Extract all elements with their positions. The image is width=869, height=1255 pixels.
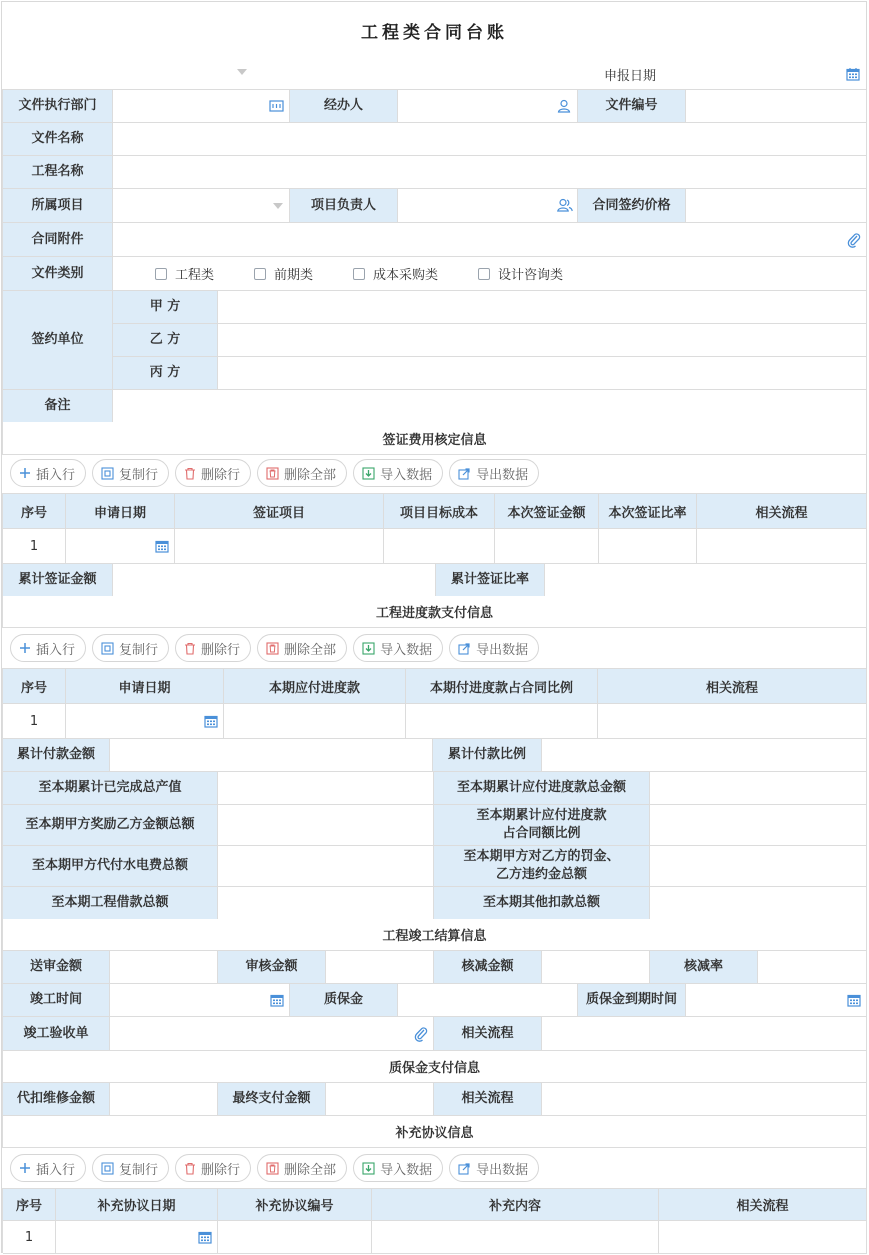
visa-toolbar (10, 459, 539, 487)
total-visa-ratio-field[interactable] (545, 564, 867, 597)
warranty-flow-field[interactable] (542, 1083, 867, 1116)
import-data-button[interactable] (353, 459, 443, 487)
insert-row-label: 插入行 (36, 1162, 76, 1178)
file-type-option[interactable] (353, 264, 438, 283)
paperclip-icon[interactable] (414, 1026, 428, 1042)
copy-icon (101, 642, 114, 655)
trash-all-icon (266, 1162, 279, 1175)
attachment-field[interactable] (113, 223, 867, 257)
file-no-label: 文件编号 (578, 90, 686, 123)
column-header: 申请日期 (66, 669, 224, 704)
payable-ratio-label-line1: 至本期累计应付进度款 (476, 808, 607, 823)
insert-row-label: 插入行 (36, 642, 76, 658)
row-number: 1 (3, 1221, 56, 1254)
file-no-field[interactable] (686, 90, 867, 123)
checkbox-icon[interactable] (478, 268, 490, 280)
copy-row-button[interactable] (92, 459, 169, 487)
penalty-label-line2: 乙方违约金总额 (495, 867, 587, 882)
trash-all-icon (266, 642, 279, 655)
project-label: 所属项目 (3, 189, 113, 223)
final-pay-label: 最终支付金额 (218, 1083, 326, 1116)
project-lead-label: 项目负责人 (290, 189, 398, 223)
file-type-label: 文件类别 (3, 257, 113, 291)
apply-date-cell[interactable] (66, 704, 224, 739)
column-header: 补充协议编号 (218, 1189, 372, 1221)
import-data-label: 导入数据 (380, 642, 433, 658)
total-paid-label: 累计付款金额 (3, 739, 110, 772)
other-deduct-label: 至本期其他扣款总额 (434, 887, 650, 920)
org-select-icon[interactable] (269, 99, 284, 113)
contract-price-field[interactable] (686, 189, 867, 223)
import-data-label: 导入数据 (380, 467, 433, 483)
payable-total-field[interactable] (650, 772, 867, 805)
delete-all-label: 删除全部 (284, 642, 337, 658)
penalty-label (434, 846, 650, 887)
export-data-label: 导出数据 (476, 1162, 529, 1178)
warranty-due-label: 质保金到期时间 (578, 984, 686, 1017)
progress-toolbar (10, 634, 539, 662)
insert-row-button[interactable] (10, 459, 86, 487)
import-icon (362, 467, 375, 480)
settlement-flow-field[interactable] (542, 1017, 867, 1051)
users-icon[interactable] (557, 198, 573, 212)
column-header: 相关流程 (697, 494, 867, 529)
supplement-table (2, 1188, 866, 1253)
basic-info-grid (2, 89, 866, 423)
dept-field[interactable] (113, 90, 290, 123)
insert-row-label: 插入行 (36, 467, 76, 483)
attachment-label: 合同附件 (3, 223, 113, 257)
delete-row-label: 删除行 (201, 1162, 241, 1178)
loan-label: 至本期工程借款总额 (3, 887, 218, 920)
import-data-button[interactable] (353, 634, 443, 662)
page-title: 工程类合同台账 (361, 23, 508, 43)
export-data-button[interactable] (449, 1154, 539, 1182)
row-number: 1 (3, 704, 66, 739)
deduct-amount-field[interactable] (542, 951, 650, 984)
completed-value-label: 至本期累计已完成总产值 (3, 772, 218, 805)
payable-total-label: 至本期累计应付进度款总金额 (434, 772, 650, 805)
copy-row-label: 复制行 (119, 1162, 159, 1178)
export-data-label: 导出数据 (476, 642, 529, 658)
copy-row-label: 复制行 (119, 467, 159, 483)
penalty-label-line1: 至本期甲方对乙方的罚金、 (463, 849, 620, 864)
visa-ratio-cell[interactable] (599, 529, 697, 564)
apply-date-cell[interactable] (66, 529, 175, 564)
party-c-label: 丙 方 (113, 357, 218, 390)
delete-row-label: 删除行 (201, 467, 241, 483)
chevron-down-icon[interactable] (272, 202, 284, 210)
copy-row-button[interactable] (92, 1154, 169, 1182)
remark-label: 备注 (3, 390, 113, 423)
warranty-pay-section-title: 质保金支付信息 (3, 1051, 867, 1083)
party-a-label: 甲 方 (113, 291, 218, 324)
delete-all-label: 删除全部 (284, 1162, 337, 1178)
row-number: 1 (3, 529, 66, 564)
visa-section-title: 签证费用核定信息 (3, 422, 867, 455)
trash-all-icon (266, 467, 279, 480)
flow-cell[interactable] (598, 704, 867, 739)
copy-row-button[interactable] (92, 634, 169, 662)
file-type-option[interactable] (254, 264, 313, 283)
submit-amount-label: 送审金额 (3, 951, 110, 984)
file-type-label-text: 设计咨询类 (498, 268, 564, 283)
visa-section (2, 422, 866, 455)
supplement-content-cell[interactable] (372, 1221, 659, 1254)
project-name-field[interactable] (113, 156, 867, 189)
party-b-label: 乙 方 (113, 324, 218, 357)
progress-section-title: 工程进度款支付信息 (3, 596, 867, 628)
column-header: 补充内容 (372, 1189, 659, 1221)
delete-row-button[interactable] (175, 1154, 251, 1182)
audit-amount-label: 审核金额 (218, 951, 326, 984)
other-deduct-field[interactable] (650, 887, 867, 920)
payable-ratio-label (434, 805, 650, 846)
payable-cell[interactable] (224, 704, 406, 739)
file-type-label-text: 前期类 (274, 268, 314, 283)
copy-icon (101, 467, 114, 480)
utility-label: 至本期甲方代付水电费总额 (3, 846, 218, 887)
supplement-section-title: 补充协议信息 (3, 1116, 867, 1148)
file-name-label: 文件名称 (3, 123, 113, 156)
total-visa-ratio-label: 累计签证比率 (436, 564, 545, 597)
party-b-field[interactable] (218, 324, 867, 357)
column-header: 序号 (3, 1189, 56, 1221)
calendar-icon[interactable] (198, 1230, 212, 1244)
delete-all-label: 删除全部 (284, 467, 337, 483)
export-data-button[interactable] (449, 459, 539, 487)
column-header: 本次签证金额 (495, 494, 599, 529)
project-select[interactable] (113, 189, 290, 223)
delete-all-button[interactable] (257, 634, 347, 662)
loan-field[interactable] (218, 887, 434, 920)
file-type-label-text: 工程类 (175, 268, 215, 283)
remark-field[interactable] (113, 390, 867, 423)
trash-icon (184, 642, 196, 655)
dropdown-arrow-icon[interactable] (236, 68, 248, 76)
export-icon (458, 1162, 471, 1175)
delete-all-button[interactable] (257, 459, 347, 487)
target-cost-cell[interactable] (384, 529, 495, 564)
warranty-field[interactable] (398, 984, 578, 1017)
settlement-flow-label: 相关流程 (434, 1017, 542, 1051)
handler-field[interactable] (398, 90, 578, 123)
trash-icon (184, 467, 196, 480)
calendar-icon[interactable] (846, 67, 860, 81)
acceptance-label: 竣工验收单 (3, 1017, 110, 1051)
copy-icon (101, 1162, 114, 1175)
visa-amount-cell[interactable] (495, 529, 599, 564)
delete-row-button[interactable] (175, 459, 251, 487)
plus-icon (19, 642, 31, 654)
visa-item-cell[interactable] (175, 529, 384, 564)
completion-time-label: 竣工时间 (3, 984, 110, 1017)
header-line (0, 62, 866, 86)
calendar-icon[interactable] (155, 539, 169, 553)
column-header: 相关流程 (659, 1189, 867, 1221)
report-date-label: 申报日期 (604, 69, 657, 84)
warranty-flow-label: 相关流程 (434, 1083, 542, 1116)
deduct-rate-label: 核减率 (650, 951, 758, 984)
delete-all-button[interactable] (257, 1154, 347, 1182)
user-icon[interactable] (557, 99, 571, 113)
handler-label: 经办人 (290, 90, 398, 123)
completion-time-field[interactable] (110, 984, 290, 1017)
delete-row-label: 删除行 (201, 642, 241, 658)
export-data-label: 导出数据 (476, 467, 529, 483)
flow-cell[interactable] (659, 1221, 867, 1254)
column-header: 本期付进度款占合同比例 (406, 669, 598, 704)
checkbox-icon[interactable] (353, 268, 365, 280)
warranty-label: 质保金 (290, 984, 398, 1017)
file-type-label-text: 成本采购类 (373, 268, 439, 283)
checkbox-icon[interactable] (254, 268, 266, 280)
party-c-field[interactable] (218, 357, 867, 390)
settlement-section-title: 工程竣工结算信息 (3, 919, 867, 951)
column-header: 本期应付进度款 (224, 669, 406, 704)
delete-row-button[interactable] (175, 634, 251, 662)
project-lead-field[interactable] (398, 189, 578, 223)
progress-section (2, 596, 866, 628)
progress-table (2, 668, 866, 919)
total-paid-ratio-field[interactable] (542, 739, 867, 772)
import-data-label: 导入数据 (380, 1162, 433, 1178)
column-header: 相关流程 (598, 669, 867, 704)
copy-row-label: 复制行 (119, 642, 159, 658)
export-data-button[interactable] (449, 634, 539, 662)
repair-label: 代扣维修金额 (3, 1083, 110, 1116)
warranty-due-field[interactable] (686, 984, 867, 1017)
export-icon (458, 467, 471, 480)
supplement-toolbar (10, 1154, 539, 1182)
calendar-icon[interactable] (847, 993, 861, 1007)
column-header: 补充协议日期 (56, 1189, 218, 1221)
calendar-icon[interactable] (204, 714, 218, 728)
reward-label: 至本期甲方奖励乙方金额总额 (3, 805, 218, 846)
column-header: 签证项目 (175, 494, 384, 529)
file-type-group (113, 257, 867, 291)
export-icon (458, 642, 471, 655)
utility-field[interactable] (218, 846, 434, 887)
file-type-option[interactable] (155, 264, 214, 283)
column-header: 申请日期 (66, 494, 175, 529)
acceptance-field[interactable] (110, 1017, 434, 1051)
visa-table (2, 493, 866, 596)
total-paid-ratio-label: 累计付款比例 (433, 739, 542, 772)
sign-unit-label: 签约单位 (3, 291, 113, 390)
file-name-field[interactable] (113, 123, 867, 156)
penalty-field[interactable] (650, 846, 867, 887)
total-visa-amount-label: 累计签证金额 (3, 564, 113, 597)
flow-cell[interactable] (697, 529, 867, 564)
total-visa-amount-field[interactable] (113, 564, 436, 597)
trash-icon (184, 1162, 196, 1175)
insert-row-button[interactable] (10, 634, 86, 662)
deduct-rate-field[interactable] (758, 951, 867, 984)
import-icon (362, 1162, 375, 1175)
supplement-date-cell[interactable] (56, 1221, 218, 1254)
completed-value-field[interactable] (218, 772, 434, 805)
final-pay-field[interactable] (326, 1083, 434, 1116)
column-header: 本次签证比率 (599, 494, 697, 529)
supplement-no-cell[interactable] (218, 1221, 372, 1254)
calendar-icon[interactable] (270, 993, 284, 1007)
deduct-amount-label: 核减金额 (434, 951, 542, 984)
payable-ratio-cell[interactable] (406, 704, 598, 739)
payable-ratio-field[interactable] (650, 805, 867, 846)
total-paid-field[interactable] (110, 739, 433, 772)
paperclip-icon[interactable] (847, 232, 861, 248)
settlement-table (2, 919, 866, 1148)
column-header: 序号 (3, 494, 66, 529)
plus-icon (19, 1162, 31, 1174)
audit-amount-field[interactable] (326, 951, 434, 984)
repair-field[interactable] (110, 1083, 218, 1116)
contract-price-label: 合同签约价格 (578, 189, 686, 223)
file-type-option[interactable] (478, 264, 563, 283)
submit-amount-field[interactable] (110, 951, 218, 984)
import-data-button[interactable] (353, 1154, 443, 1182)
project-name-label: 工程名称 (3, 156, 113, 189)
insert-row-button[interactable] (10, 1154, 86, 1182)
column-header: 项目目标成本 (384, 494, 495, 529)
party-a-field[interactable] (218, 291, 867, 324)
dept-label: 文件执行部门 (3, 90, 113, 123)
plus-icon (19, 467, 31, 479)
import-icon (362, 642, 375, 655)
checkbox-icon[interactable] (155, 268, 167, 280)
payable-ratio-label-line2: 占合同额比例 (502, 826, 581, 841)
column-header: 序号 (3, 669, 66, 704)
reward-field[interactable] (218, 805, 434, 846)
